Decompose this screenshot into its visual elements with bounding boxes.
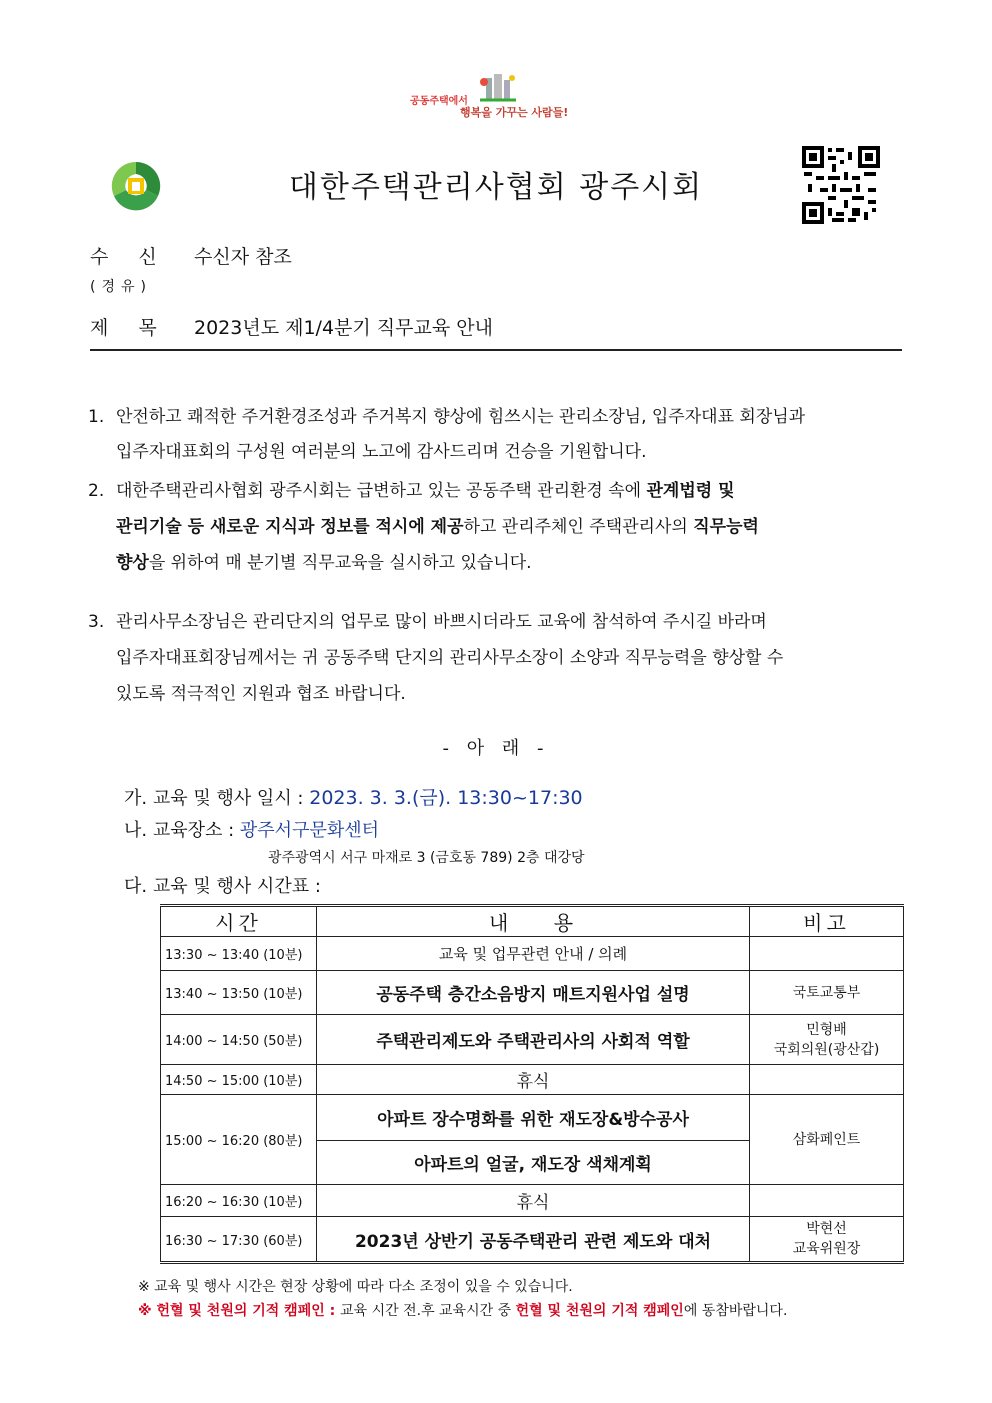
content-cell: 교육 및 업무관련 안내 / 의례 (317, 937, 750, 971)
table-row (161, 937, 904, 971)
item-ga (124, 783, 583, 810)
time-cell: 15:00 ~ 16:20 (80분) (161, 1095, 317, 1185)
note-cell (750, 1015, 904, 1065)
content-cell: 주택관리제도와 주택관리사의 사회적 역할 (317, 1015, 750, 1065)
paragraph-text: 하고 관리주체인 주택관리사의 (463, 517, 694, 537)
campaign-highlight: 헌혈 및 천원의 기적 캠페인 (515, 1303, 684, 1319)
paragraph-text: 을 위하여 매 분기별 직무교육을 실시하고 있습니다. (148, 553, 532, 573)
header-note: 비고 (750, 906, 904, 937)
content-cell: 아파트의 얼굴, 재도장 색채계획 (317, 1141, 750, 1185)
campaign-label: ※ 헌혈 및 천원의 기적 캠페인 : (138, 1303, 341, 1319)
venue-name: 광주서구문화센터 (239, 820, 380, 841)
note-cell (750, 1185, 904, 1217)
section-title: - 아 래 - (442, 738, 550, 759)
paragraph-number: 2. (88, 481, 105, 501)
header-content: 내 용 (317, 906, 750, 937)
content-cell: 휴식 (317, 1065, 750, 1095)
recipient-label: 수 신 (90, 246, 169, 268)
paragraph-number: 3. (88, 612, 105, 632)
note-cell (750, 937, 904, 971)
venue-address: 광주광역시 서구 마재로 3 (금호동 789) 2층 대강당 (268, 850, 585, 866)
time-cell: 14:50 ~ 15:00 (10분) (161, 1065, 317, 1095)
organization-title: 대한주택관리사협회 광주시회 (288, 170, 704, 205)
subject-value: 2023년도 제1/4분기 직무교육 안내 (194, 317, 493, 339)
campaign-text: 교육 시간 전.후 교육시간 중 (340, 1303, 516, 1319)
content-cell: 2023년 상반기 공동주택관리 관련 제도와 대처 (317, 1217, 750, 1263)
content-cell: 휴식 (317, 1185, 750, 1217)
note-cell (750, 1217, 904, 1263)
header-time: 시간 (161, 906, 317, 937)
event-datetime: 2023. 3. 3.(금). 13:30~17:30 (309, 787, 583, 809)
paragraph-2 (88, 473, 906, 583)
paragraph-3 (88, 604, 906, 714)
table-row (161, 971, 904, 1015)
via-label: (경유) (90, 279, 152, 295)
item-label: 나. 교육장소 : (124, 820, 240, 841)
table-header-row (161, 906, 904, 937)
emphasis-text: 직무능력 (693, 517, 759, 537)
speaker-title: 교육위원장 (792, 1241, 861, 1257)
table-row (161, 1217, 904, 1263)
time-cell: 16:20 ~ 16:30 (10분) (161, 1185, 317, 1217)
paragraph-text: 대한주택관리사협회 광주시회는 급변하고 있는 공동주택 관리환경 속에 (116, 481, 647, 501)
subject-label: 제 목 (90, 317, 169, 339)
time-cell: 13:40 ~ 13:50 (10분) (161, 971, 317, 1015)
item-na (124, 816, 379, 842)
speaker-title: 국회의원(광산갑) (773, 1041, 880, 1058)
table-row (161, 1095, 904, 1141)
schedule-note: ※ 교육 및 행사 시간은 현장 상황에 따라 다소 조정이 있을 수 있습니다. (138, 1279, 573, 1295)
paragraph-line: 있도록 적극적인 지원과 협조 바랍니다. (116, 684, 406, 704)
campaign-note (138, 1300, 787, 1320)
recipient-value: 수신자 참조 (194, 246, 292, 268)
table-row (161, 1015, 904, 1065)
note-cell: 국토교통부 (750, 971, 904, 1015)
paragraph-line: 입주자대표회의 구성원 여러분의 노고에 감사드리며 건승을 기원합니다. (116, 442, 647, 462)
header-divider (90, 349, 902, 351)
paragraph-number: 1. (88, 407, 105, 427)
time-cell: 14:00 ~ 14:50 (50분) (161, 1015, 317, 1065)
slogan-logo (400, 72, 600, 132)
paragraph-line: 관리사무소장님은 관리단지의 업무로 많이 바쁘시더라도 교육에 참석하여 주시길 바라며 (116, 612, 767, 632)
paragraph-1 (88, 400, 906, 470)
table-row (161, 1065, 904, 1095)
emphasis-text: 향상 (116, 553, 149, 573)
speaker-name: 민형배 (806, 1021, 847, 1038)
speaker-name: 박현선 (806, 1221, 847, 1237)
time-cell: 13:30 ~ 13:40 (10분) (161, 937, 317, 971)
emphasis-text: 관계법령 및 (646, 481, 735, 501)
content-cell: 아파트 장수명화를 위한 재도장&방수공사 (317, 1095, 750, 1141)
qr-code-icon (802, 146, 880, 224)
emphasis-text: 관리기술 등 새로운 지식과 정보를 적시에 제공 (116, 517, 464, 537)
paragraph-line: 입주자대표회장님께서는 귀 공동주택 단지의 관리사무소장이 소양과 직무능력을 향상할 수 (116, 648, 784, 668)
time-cell: 16:30 ~ 17:30 (60분) (161, 1217, 317, 1263)
table-row (161, 1185, 904, 1217)
note-cell: 삼화페인트 (750, 1095, 904, 1185)
campaign-text: 에 동참바랍니다. (683, 1303, 788, 1319)
schedule-table (160, 904, 904, 1264)
slogan-text-1: 공동주택에서 (410, 96, 468, 107)
paragraph-line: 안전하고 쾌적한 주거환경조성과 주거복지 향상에 힘쓰시는 관리소장님, 입주자대표 회장님과 (116, 407, 806, 427)
slogan-text-2: 행복을 가꾸는 사람들! (460, 106, 569, 119)
note-cell (750, 1065, 904, 1095)
content-cell: 공동주택 층간소음방지 매트지원사업 설명 (317, 971, 750, 1015)
item-da: 다. 교육 및 행사 시간표 : (124, 876, 321, 897)
item-label: 가. 교육 및 행사 일시 : (124, 788, 310, 809)
